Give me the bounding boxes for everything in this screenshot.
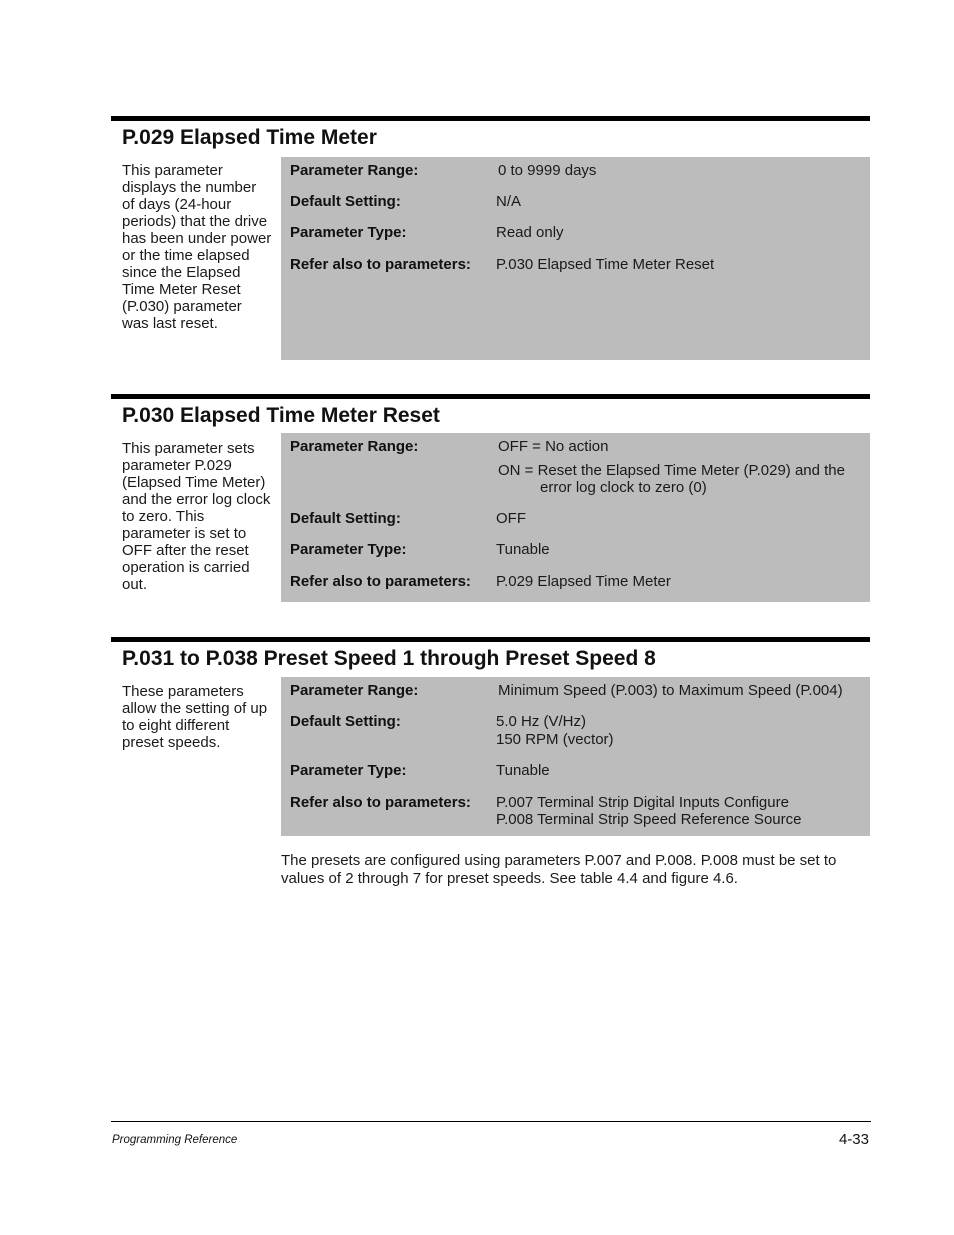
param-row-refer: [290, 573, 861, 591]
param-label: Parameter Type:: [290, 761, 407, 779]
param-value: 150 RPM (vector): [496, 730, 614, 748]
param-row-range: [290, 438, 861, 497]
param-label: Refer also to parameters:: [290, 573, 471, 590]
section-title: P.030 Elapsed Time Meter Reset: [122, 404, 440, 427]
param-row-default: [290, 510, 861, 528]
parameter-table: [281, 157, 870, 360]
param-row-default: [290, 713, 861, 748]
param-value: 5.0 Hz (V/Hz): [496, 713, 587, 730]
param-value: Tunable: [496, 541, 550, 558]
parameter-table: [281, 433, 870, 602]
section-description: This parameter sets parameter P.029 (Elapsed Time Meter) and the error log clock to zero. This parameter is set to OFF after the reset operation is carried out.: [122, 440, 271, 593]
param-value: 0 to 9999 days: [498, 162, 597, 179]
section-description: This parameter displays the number of days (24-hour periods) that the drive has been under power or the time elapsed since the Elapsed Time Meter Reset (P.030) parameter was last reset.: [122, 162, 272, 332]
param-value: N/A: [496, 193, 522, 210]
param-row-refer: [290, 256, 861, 274]
param-row-type: [290, 224, 861, 242]
param-value: P.029 Elapsed Time Meter: [496, 573, 671, 590]
param-row-range: [290, 682, 861, 700]
param-label: Parameter Range:: [290, 682, 419, 699]
param-row-range: [290, 162, 861, 180]
param-value: P.008 Terminal Strip Speed Reference Source: [496, 811, 802, 828]
section-rule: [111, 637, 870, 642]
param-value: Read only: [496, 224, 564, 241]
section-description: These parameters allow the setting of up to eight different preset speeds.: [122, 683, 268, 751]
param-label: Default Setting:: [290, 510, 401, 527]
param-row-type: [290, 541, 861, 559]
param-value: ON = Reset the Elapsed Time Meter (P.029) and the: [498, 461, 845, 479]
param-row-type: [290, 762, 861, 780]
param-value: P.030 Elapsed Time Meter Reset: [496, 256, 715, 273]
section-title: P.031 to P.038 Preset Speed 1 through Preset Speed 8: [122, 647, 656, 670]
param-value: P.007 Terminal Strip Digital Inputs Configure: [496, 793, 789, 811]
parameter-table: [281, 677, 870, 836]
page-number: 4-33: [838, 1131, 869, 1148]
param-label: Parameter Type:: [290, 224, 407, 241]
section-rule: [111, 116, 870, 121]
footer-title: Programming Reference: [112, 1134, 238, 1146]
param-label: Default Setting:: [290, 713, 401, 730]
param-label: Refer also to parameters:: [290, 793, 471, 811]
param-label: Parameter Type:: [290, 541, 407, 558]
param-label: Parameter Range:: [290, 162, 419, 179]
param-value: error log clock to zero (0): [540, 479, 707, 496]
preset-note: The presets are configured using parameters P.007 and P.008. P.008 must be set to values of 2 through 7 for preset speeds. See table 4.4 and figure 4.6.: [281, 852, 837, 887]
param-label: Refer also to parameters:: [290, 256, 471, 273]
section-p030: [111, 394, 870, 593]
section-p029: [111, 116, 870, 332]
param-label: Default Setting:: [290, 193, 401, 210]
param-row-default: [290, 193, 861, 211]
param-value: OFF: [496, 510, 526, 527]
param-label: Parameter Range:: [290, 438, 419, 455]
param-value: OFF = No action: [498, 438, 609, 455]
section-title: P.029 Elapsed Time Meter: [122, 126, 377, 149]
section-rule: [111, 394, 870, 399]
param-value: Minimum Speed (P.003) to Maximum Speed (P.004): [498, 682, 843, 699]
section-p031-p038: [111, 637, 870, 828]
param-value: Tunable: [496, 761, 550, 779]
footer-rule: [111, 1121, 871, 1122]
param-row-refer: [290, 794, 861, 829]
